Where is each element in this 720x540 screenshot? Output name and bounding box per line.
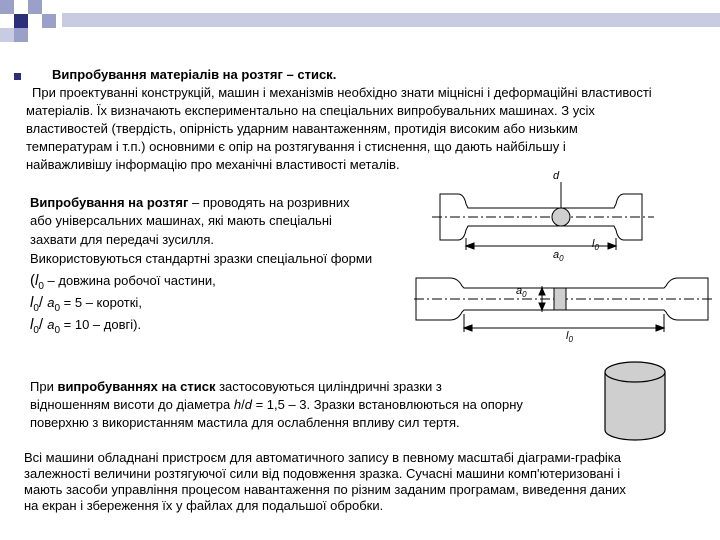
intro-line-2: матеріалів. Їх визначають експериментально на спеціальних випробувальних машинах. З усіх — [26, 103, 595, 118]
tension-line-5-rest: – довжина робочої частини, — [43, 273, 216, 288]
l-subscript: 0 — [38, 281, 44, 292]
tension-line-1-rest: – проводять на розривних — [188, 195, 350, 210]
tension-line-3: захвати для передачі зусилля. — [30, 232, 215, 247]
a-symbol: a — [516, 285, 523, 297]
paren-open: ( — [30, 272, 35, 289]
a-subscript: 0 — [522, 290, 527, 300]
l-subscript: 0 — [568, 335, 573, 345]
flat-specimen — [414, 278, 712, 332]
l-symbol: l — [30, 316, 34, 333]
intro-line-4: температурам і т.п.) основними є опір на розтягування і стиснення, що дають найбільшу і — [26, 139, 566, 154]
tension-line-5 — [30, 273, 216, 295]
page-title: Випробування матеріалів на розтяг – стиск. — [52, 67, 337, 82]
l-subscript: 0 — [33, 325, 39, 336]
intro-line-3: властивостей (твердість, опірність ударним навантаженням, протидія високим або низьким — [26, 121, 578, 136]
d-symbol: d — [244, 397, 252, 412]
a-symbol: a — [47, 295, 55, 310]
specimen-diagram — [414, 168, 714, 348]
compression-line-2-a: відношенням висоти до діаметра — [30, 397, 234, 412]
tension-line-6-rest: = 5 – короткі, — [60, 295, 142, 310]
tension-bold: Випробування на розтяг — [30, 195, 189, 210]
a-symbol: a — [553, 249, 560, 261]
intro-line-1: При проектуванні конструкцій, машин і механізмів необхідно знати міцнісні і деформаційні властивості — [32, 85, 652, 100]
slash: / — [241, 397, 245, 412]
l-symbol: l — [566, 330, 569, 342]
compression-bold: випробуваннях на стиск — [57, 379, 216, 394]
machines-line-3: мають засоби управління процесом навантаження по різним заданим програмам, виведення даних — [24, 482, 626, 497]
l-symbol: l — [35, 272, 39, 289]
compression-line-2 — [30, 397, 523, 413]
l-symbol: l — [30, 294, 34, 311]
a-subscript: 0 — [54, 325, 61, 336]
bullet-square-icon — [14, 73, 21, 80]
a-subscript: 0 — [559, 254, 564, 264]
tension-line-7-rest: = 10 – довгі). — [60, 317, 142, 332]
tension-line-6 — [30, 295, 142, 317]
l-symbol: l — [592, 238, 595, 250]
round-specimen — [432, 182, 654, 253]
slash: / — [38, 294, 48, 311]
machines-line-1: Всі машини обладнані пристроєм для автоматичного запису в певному масштабі діаграми-графіка — [24, 450, 621, 465]
tension-line-1 — [30, 195, 350, 211]
tension-line-2: або універсальних машинах, які мають спеціальні — [30, 213, 332, 228]
header-band — [62, 13, 720, 27]
compression-line-1-rest: застосовуються циліндричні зразки з — [215, 379, 442, 394]
tension-line-4: Використовуються стандартні зразки спеціальної форми — [30, 251, 373, 266]
tension-line-7 — [30, 317, 141, 339]
compression-line-1 — [30, 379, 442, 395]
label-l0-top — [592, 236, 599, 256]
machines-paragraph — [18, 446, 682, 518]
label-a0-bottom — [516, 283, 527, 303]
slash: / — [38, 316, 48, 333]
machines-line-2: залежності величини розтягуючої сили від подовження зразка. Сучасні машини комп'ютеризовані і — [24, 466, 621, 481]
machines-line-4: на екран і збереження їх у файлах для подальшої обробки. — [24, 498, 384, 513]
l-subscript: 0 — [33, 303, 39, 314]
h-symbol: h — [233, 397, 242, 412]
compression-line-3: поверхню з використанням мастила для ослаблення впливу сил тертя. — [30, 415, 460, 430]
compression-line-2-b: = 1,5 – 3. Зразки встановлюються на опорну — [251, 397, 523, 412]
machines-text — [18, 446, 682, 514]
cylinder-specimen-icon — [603, 360, 667, 442]
compression-pre: При — [30, 379, 58, 394]
a-symbol: a — [47, 317, 55, 332]
intro-line-5: найважливішу інформацію про механічні властивості металів. — [26, 157, 400, 172]
label-l0-bottom — [566, 328, 573, 348]
label-d: d — [553, 170, 560, 182]
label-a0-top — [553, 247, 564, 267]
l-subscript: 0 — [594, 243, 599, 253]
a-subscript: 0 — [54, 303, 61, 314]
